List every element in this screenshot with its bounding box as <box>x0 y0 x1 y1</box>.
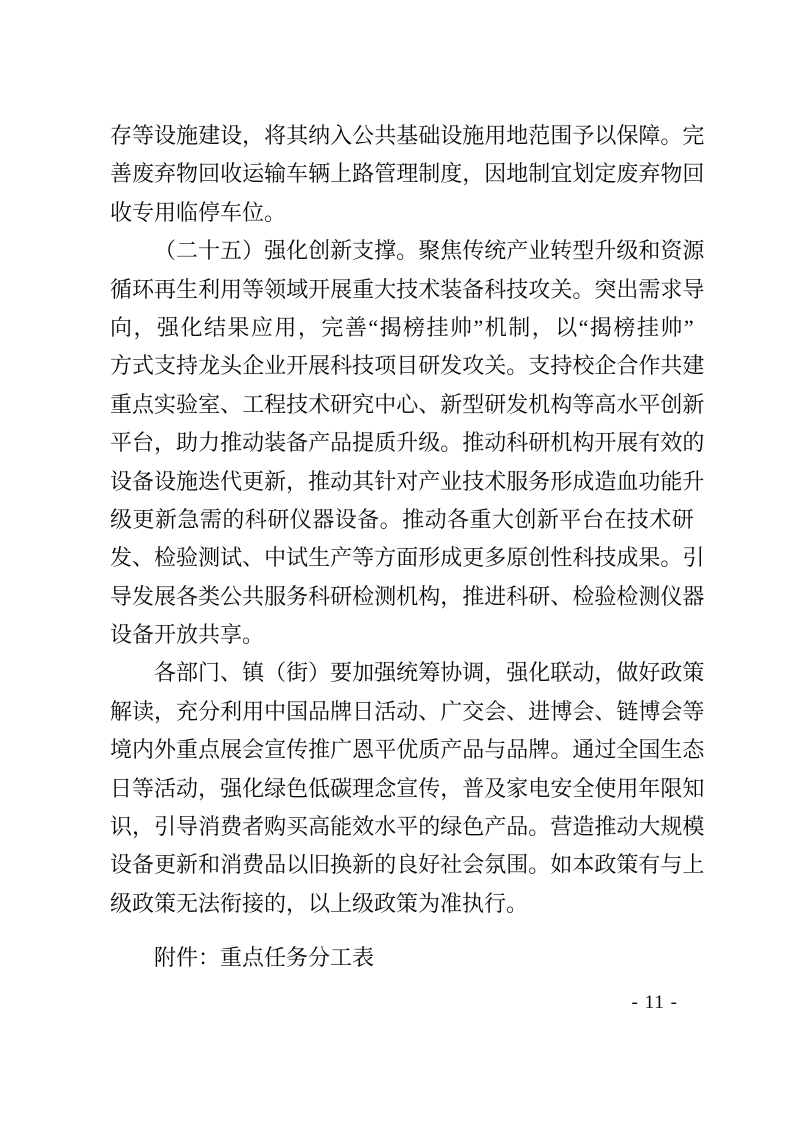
text-line: 级政策无法衔接的，以上级政策为准执行。 <box>110 890 529 916</box>
text-line: 级 更 新 急 需 的 科 研 仪 器 设 备 。 推 动 各 重 大 创 新 平 台 在 技 术 研 <box>110 506 694 532</box>
text-line: 向 ， 强 化 结 果 应 用 ， 完 善 “ 揭 榜 挂 帅 ” 机 制 ， 以 “ 揭 榜 挂 帅 ” <box>110 314 694 340</box>
text-line: 导 发 展 各 类 公 共 服 务 科 研 检 测 机 构 ， 推 进 科 研 、 检 验 检 测 仪 器 <box>110 583 705 609</box>
text-line: 存 等 设 施 建 设 ， 将 其 纳 入 公 共 基 础 设 施 用 地 范 围 予 以 保 障 。 完 <box>110 123 705 148</box>
text-line: 境 内 外 重 点 展 会 宣 传 推 广 恩 平 优 质 产 品 与 品 牌 。 通 过 全 国 生 态 <box>110 737 705 763</box>
text-line: 各 部 门 、 镇 （ 街 ） 要 加 强 统 筹 协 调 ， 强 化 联 动 ， 做 好 政 策 <box>154 660 705 686</box>
text-line: （ 二 十 五 ） 强 化 创 新 支 撑 。 聚 焦 传 统 产 业 转 型 升 级 和 资 源 <box>154 238 705 264</box>
text-line: 平 台 ， 助 力 推 动 装 备 产 品 提 质 升 级 。 推 动 科 研 机 构 开 展 有 效 的 <box>110 430 705 456</box>
text-line: 设 备 更 新 和 消 费 品 以 旧 换 新 的 良 好 社 会 氛 围 。 如 本 政 策 有 与 上 <box>110 852 705 878</box>
text-line: 方 式 支 持 龙 头 企 业 开 展 科 技 项 目 研 发 攻 关 。 支 持 校 企 合 作 共 建 <box>110 353 705 379</box>
text-block <box>110 117 705 978</box>
text-line: 解 读 ， 充 分 利 用 中 国 品 牌 日 活 动 、 广 交 会 、 进 博 会 、 链 博 会 等 <box>110 698 705 724</box>
body-paragraphs <box>110 117 705 923</box>
text-line: 发 、 检 验 测 试 、 中 试 生 产 等 方 面 形 成 更 多 原 创 性 科 技 成 果 。 引 <box>110 545 705 571</box>
attachment-line: 附件：重点任务分工表 <box>154 945 375 971</box>
text-line: 重 点 实 验 室 、 工 程 技 术 研 究 中 心 、 新 型 研 发 机 构 等 高 水 平 创 新 <box>110 391 705 417</box>
text-line: 循 环 再 生 利 用 等 领 域 开 展 重 大 技 术 装 备 科 技 攻 关 。 突 出 需 求 导 <box>110 276 705 302</box>
text-line: 设备开放共享。 <box>110 622 265 648</box>
text-line: 设 备 设 施 迭 代 更 新 ， 推 动 其 针 对 产 业 技 术 服 务 形 成 造 血 功 能 升 <box>110 468 705 494</box>
page-number: - 11 - <box>631 992 678 1013</box>
text-line: 日 等 活 动 ， 强 化 绿 色 低 碳 理 念 宣 传 ， 普 及 家 电 安 全 使 用 年 限 知 <box>110 775 705 801</box>
text-line: 识 ， 引 导 消 费 者 购 买 高 能 效 水 平 的 绿 色 产 品 。 营 造 推 动 大 规 模 <box>110 814 705 840</box>
text-line: 善 废 弃 物 回 收 运 输 车 辆 上 路 管 理 制 度 ， 因 地 制 宜 划 定 废 弃 物 回 <box>110 161 705 187</box>
text-line: 收专用临停车位。 <box>110 199 287 225</box>
